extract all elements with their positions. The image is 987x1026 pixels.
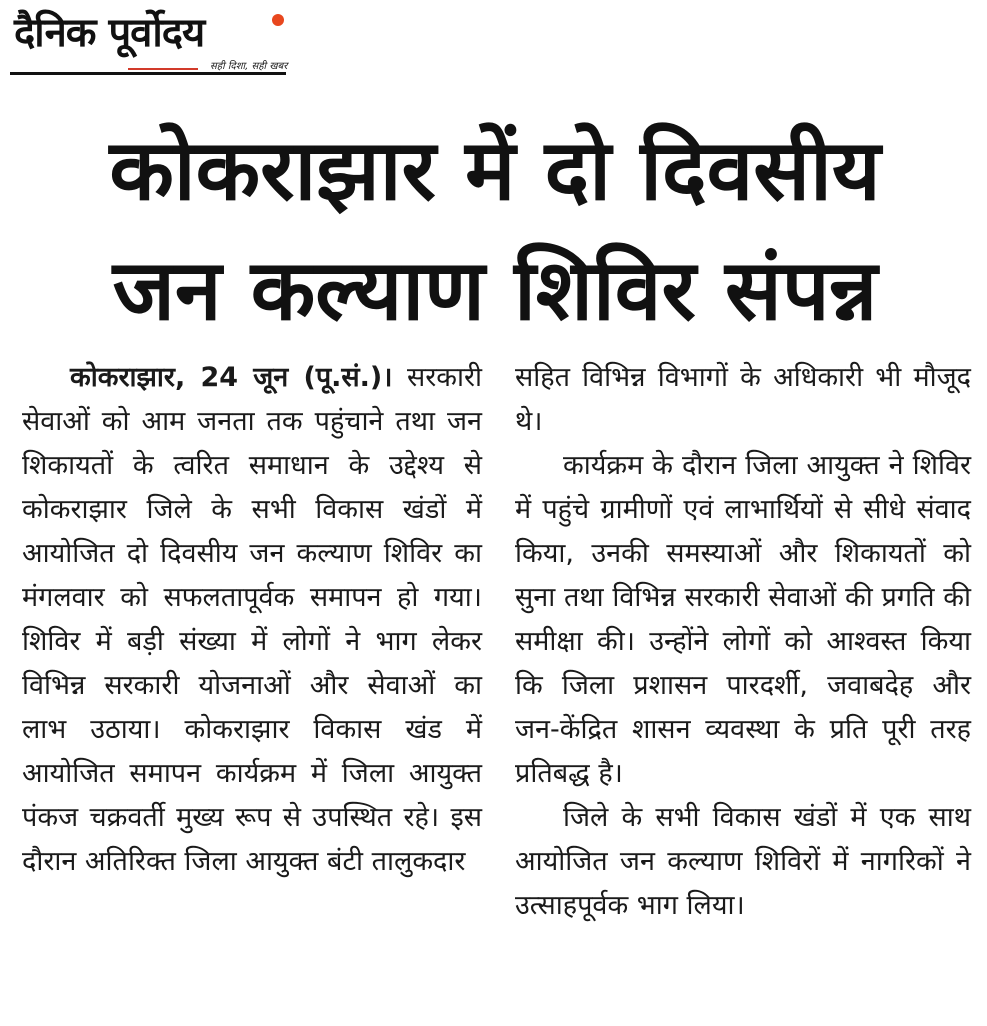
newspaper-tagline: सही दिशा, सही खबर <box>210 61 288 72</box>
headline-line-1: कोकराझार में दो दिवसीय <box>109 121 881 219</box>
logo-dot-icon <box>272 14 284 26</box>
masthead-rule <box>10 72 286 75</box>
newspaper-logo: दैनिक पूर्वोदय <box>14 10 205 56</box>
article-paragraph-2: कार्यक्रम के दौरान जिला आयुक्त ने शिविर में पहुंचे ग्रामीणों एवं लाभार्थियों से सीधे संवाद किया, उनकी समस्याओं और शिकायतों को सुना तथा विभिन्न सरकारी सेवाओं की प्रगति की समीक्षा की। उन्होंने लोगों को आश्वस्त किया कि जिला प्रशासन पारदर्शी, जवाबदेह और जन-केंद्रित शासन व्यवस्था के प्रति पूरी तरह प्रतिबद्ध है। <box>515 450 971 789</box>
paragraph-1-body: सरकारी सेवाओं को आम जनता तक पहुंचाने तथा जन शिकायतों के त्वरित समाधान के उद्देश्य से कोकराझार जिले के सभी विकास खंडों में आयोजित दो दिवसीय जन कल्याण शिविर का मंगलवार को सफलतापूर्वक समापन हो गया। शिविर में बड़ी संख्या में लोगों ने भाग लेकर विभिन्न सरकारी योजनाओं और सेवाओं का लाभ उठाया। कोकराझार विकास खंड में आयोजित समापन कार्यक्रम में जिला आयुक्त पंकज चक्रवर्ती मुख्य रूप से उपस्थित रहे। इस दौरान अतिरिक्त जिला आयुक्त बंटी तालुकदार <box>22 362 482 877</box>
headline-line-2: जन कल्याण शिविर संपन्न <box>112 241 878 339</box>
masthead-accent-line <box>128 68 198 70</box>
article-paragraph-1 <box>22 356 482 884</box>
newspaper-masthead <box>10 8 288 74</box>
article-column-right <box>515 356 971 928</box>
article-dateline: कोकराझार, 24 जून (पू.सं.)। <box>70 362 393 393</box>
article-paragraph-3: जिले के सभी विकास खंडों में एक साथ आयोजित जन कल्याण शिविरों में नागरिकों ने उत्साहपूर्वक भाग लिया। <box>515 802 971 921</box>
article-headline <box>20 110 970 350</box>
paragraph-1-continued: सहित विभिन्न विभागों के अधिकारी भी मौजूद थे। <box>515 362 971 437</box>
article-column-left <box>22 356 482 884</box>
